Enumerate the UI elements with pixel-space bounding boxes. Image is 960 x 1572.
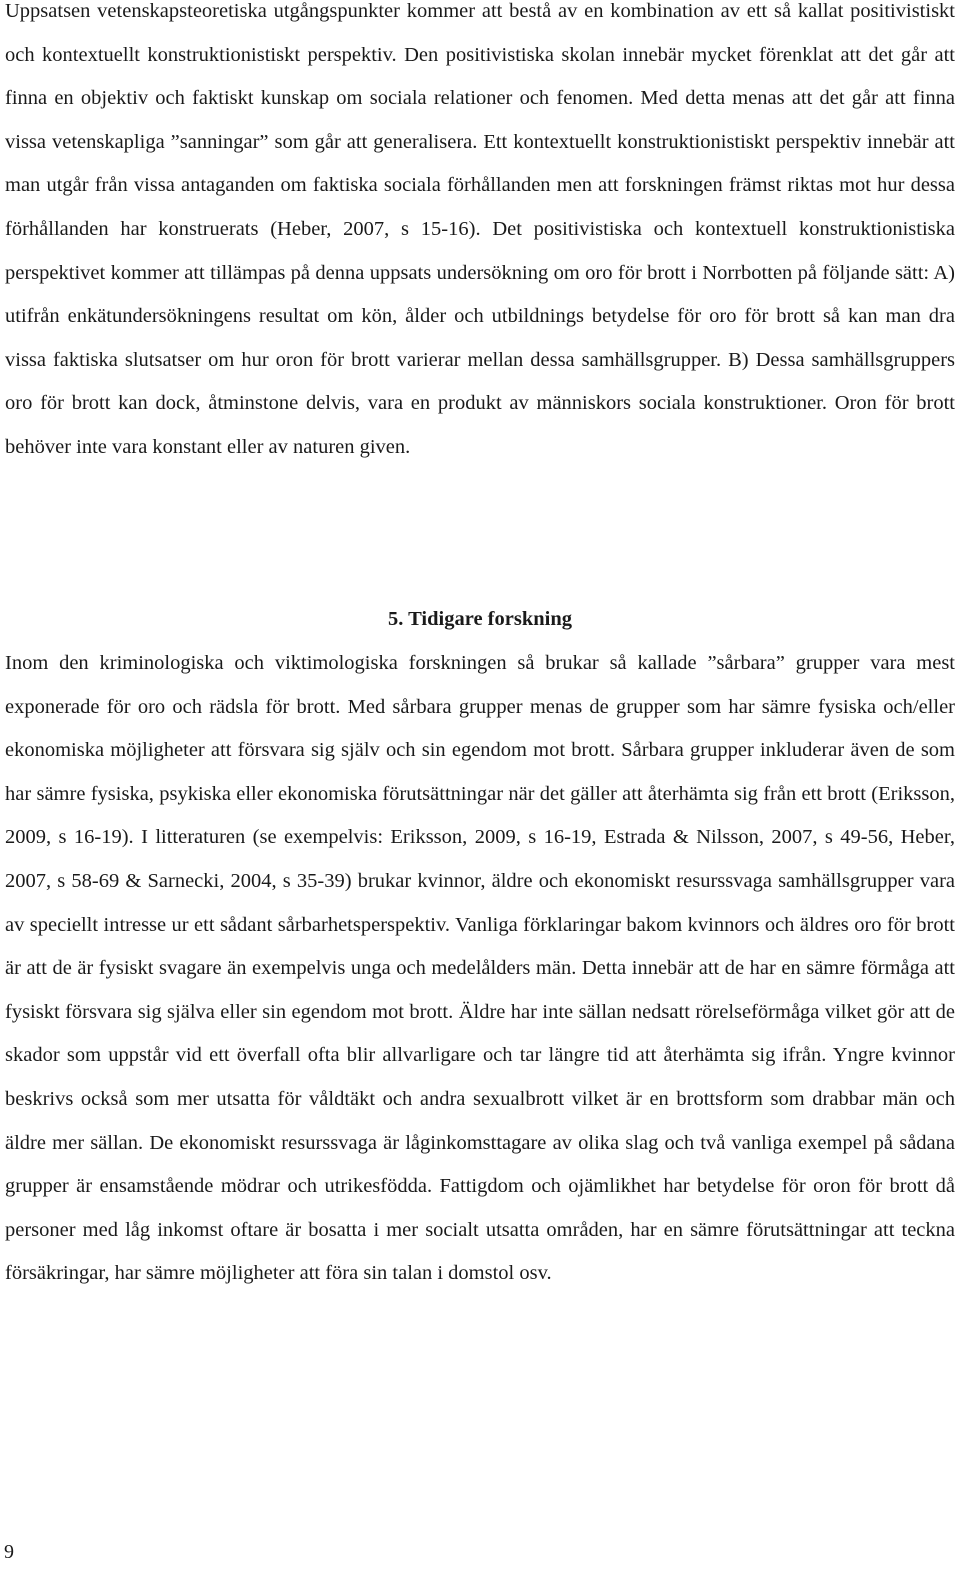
- page-number: 9: [4, 1541, 14, 1563]
- section-heading: 5. Tidigare forskning: [388, 608, 572, 630]
- body-paragraph-previous-research: Inom den kriminologiska och viktimologiska forskningen så brukar så kallade ”sårbara” grupper vara mest exponerade för oro och rädsla för brott. Med sårbara grupper menas de grupper som har sämre fysiska och/eller ekonomiska möjligheter att försvara sig själv och sin egendom mot brott. Sårbara grupper inkluderar även de som har sämre fysiska, psykiska eller ekonomiska förutsättningar när det gäller att återhämta sig från ett brott (Eriksson, 2009, s 16-19). I litteraturen (se exempelvis: Eriksson, 2009, s 16-19, Estrada & Nilsson, 2007, s 49-56, Heber, 2007, s 58-69 & Sarnecki, 2004, s 35-39) brukar kvinnor, äldre och ekonomiskt resurssvaga samhällsgrupper vara av speciellt intresse ur ett sådant sårbarhetsperspektiv. Vanliga förklaringar bakom kvinnors och äldres oro för brott är att de är fysiskt svagare än exempelvis unga och medelålders män. Detta innebär att de har en sämre förmåga att fysiskt försvara sig själva eller sin egendom mot brott. Äldre har inte sällan nedsatt rörelseförmåga vilket gör att de skador som uppstår vid ett överfall ofta blir allvarligare och tar längre tid att återhämta sig ifrån. Yngre kvinnor beskrivs också som mer utsatta för våldtäkt och andra sexualbrott vilket är en brottsform som drabbar män och äldre mer sällan. De ekonomiskt resurssvaga är låginkomsttagare av olika slag och två vanliga exempel på sådana grupper är ensamstående mödrar och utrikesfödda. Fattigdom och ojämlikhet har betydelse för oron för brott då personer med låg inkomst oftare är bosatta i mer socialt utsatta områden, har en sämre förutsättningar att teckna försäkringar, har sämre möjligheter att föra sin talan i domstol osv.: [5, 652, 955, 1285]
- body-paragraph-theory: Uppsatsen vetenskapsteoretiska utgångspunkter kommer att bestå av en kombination av ett så kallat positivistiskt och kontextuellt konstruktionistiskt perspektiv. Den positivistiska skolan innebär mycket förenklat att det går att finna en objektiv och faktiskt kunskap om sociala relationer och fenomen. Med detta menas att det går att finna vissa vetenskapliga ”sanningar” som går att generalisera. Ett kontextuellt konstruktionistiskt perspektiv innebär att man utgår från vissa antaganden om faktiska sociala förhållanden men att forskningen främst riktas mot hur dessa förhållanden har konstruerats (Heber, 2007, s 15-16). Det positivistiska och kontextuell konstruktionistiska perspektivet kommer att tillämpas på denna uppsats undersökning om oro för brott i Norrbotten på följande sätt: A) utifrån enkätundersökningens resultat om kön, ålder och utbildnings betydelse för oro för brott så kan man dra vissa faktiska slutsatser om hur oron för brott varierar mellan dessa samhällsgrupper. B) Dessa samhällsgruppers oro för brott kan dock, åtminstone delvis, vara en produkt av människors sociala konstruktioner. Oron för brott behöver inte vara konstant eller av naturen given.: [5, 0, 955, 458]
